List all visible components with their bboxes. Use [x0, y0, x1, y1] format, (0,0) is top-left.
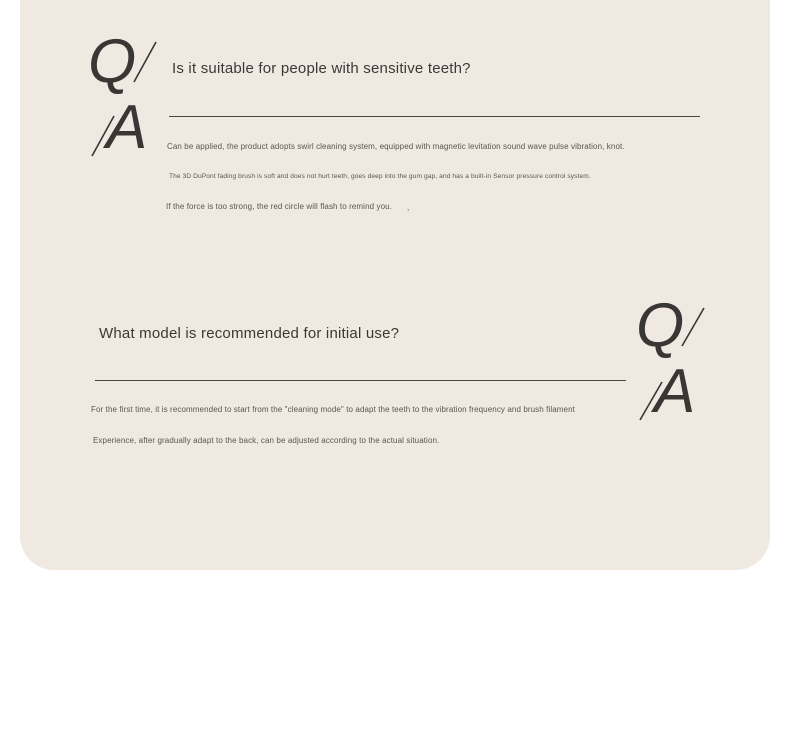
answer-2-line-1: For the first time, it is recommended to start from the "cleaning mode" to adapt the teeth to the vibration frequency and brush filament [91, 405, 575, 414]
qa-mark-1 [88, 28, 168, 158]
qa-mark-2 [636, 292, 716, 422]
qa-mark-2-q: Q [636, 292, 685, 360]
answer-1-line-2: The 3D DuPont fading brush is soft and does not hurt teeth, goes deep into the gum gap, and has a built-in Sensor pressure control system. [169, 173, 591, 180]
answer-1-line-1: Can be applied, the product adopts swirl cleaning system, equipped with magnetic levitation sound wave pulse vibration, knot. [167, 142, 625, 151]
question-2: What model is recommended for initial use? [99, 325, 400, 342]
qa-mark-1-q: Q [88, 28, 137, 96]
qa-mark-1-a: A [106, 93, 148, 158]
qa-mark-2-slash-top [682, 308, 704, 346]
question-1-divider [169, 116, 700, 117]
qa-mark-1-graphic [88, 28, 168, 158]
answer-2-line-2: Experience, after gradually adapt to the back, can be adjusted according to the actual situation. [93, 436, 440, 445]
qa-mark-2-a: A [654, 357, 696, 422]
qa-mark-2-graphic [636, 292, 716, 422]
answer-1-line-3: If the force is too strong, the red circle will flash to remind you. [166, 202, 393, 211]
question-1: Is it suitable for people with sensitive teeth? [172, 60, 471, 77]
answer-1-trailing-mark: , [407, 203, 410, 212]
question-2-divider [95, 380, 626, 381]
qa-mark-1-slash-top [134, 42, 156, 82]
